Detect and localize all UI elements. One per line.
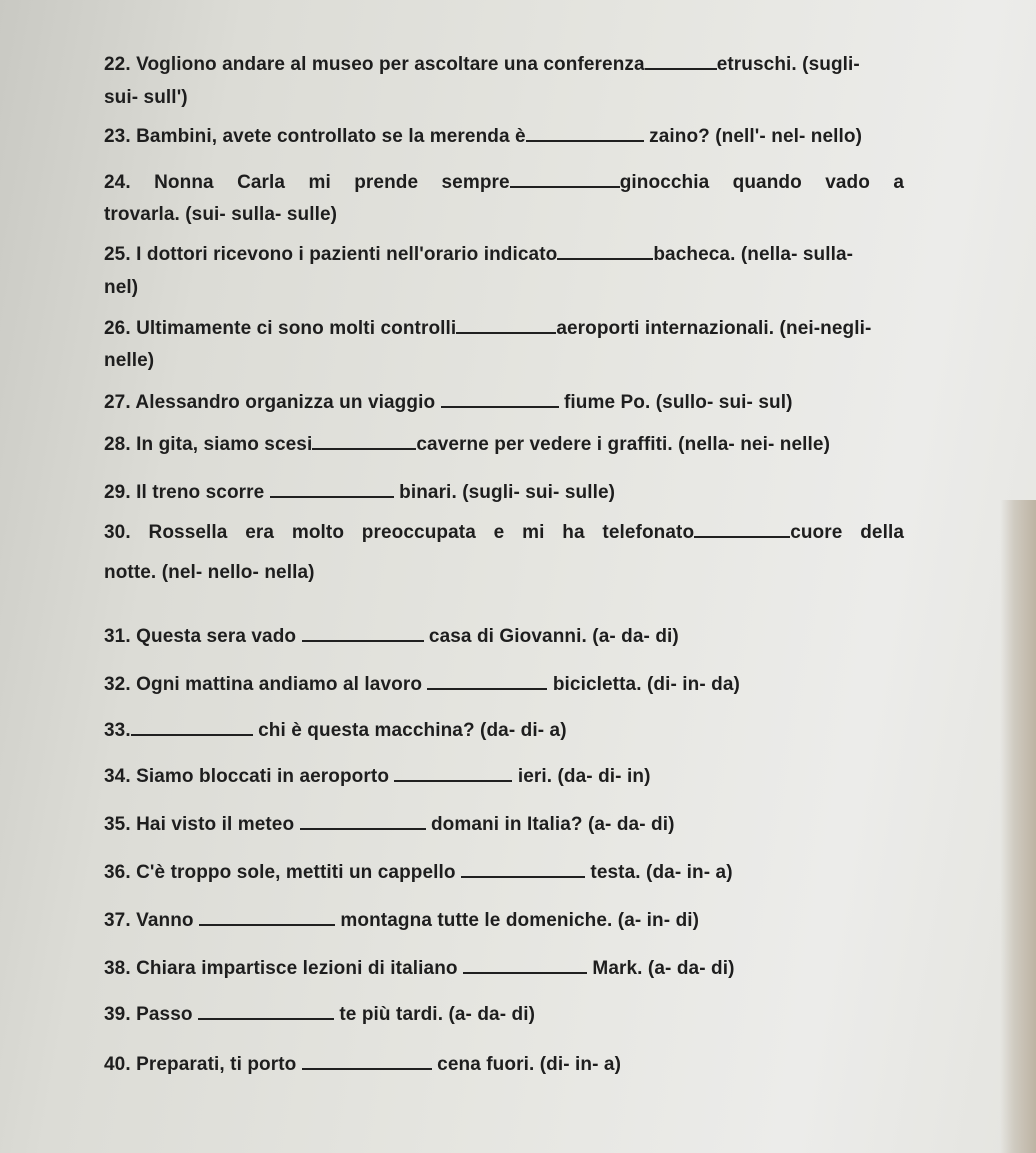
answer-blank-27[interactable] [441,390,559,408]
exercise-30-cont: notte. (nel- nello- nella) [104,562,315,583]
answer-blank-26[interactable] [456,316,556,334]
exercise-22-cont: sui- sull') [104,87,188,108]
exercise-33: 33. chi è questa macchina? (da- di- a) [104,720,567,741]
exercise-22: 22. Vogliono andare al museo per ascoltare una conferenza etruschi. (sugli- [104,54,860,75]
answer-blank-32[interactable] [427,672,547,690]
exercise-27: 27. Alessandro organizza un viaggio fiume Po. (sullo- sui- sul) [104,392,793,413]
exercise-40: 40. Preparati, ti porto cena fuori. (di- in- a) [104,1054,622,1075]
exercise-31: 31. Questa sera vado casa di Giovanni. (a- da- di) [104,626,679,647]
exercise-35: 35. Hai visto il meteo domani in Italia? (a- da- di) [104,814,675,835]
answer-blank-29[interactable] [270,480,394,498]
exercise-36: 36. C'è troppo sole, mettiti un cappello testa. (da- in- a) [104,862,733,883]
answer-blank-28[interactable] [312,432,416,450]
page-edge-shadow [1000,500,1036,1153]
answer-blank-23[interactable] [526,124,644,142]
exercise-38: 38. Chiara impartisce lezioni di italiano Mark. (a- da- di) [104,958,735,979]
answer-blank-24[interactable] [510,170,620,188]
answer-blank-35[interactable] [300,812,426,830]
exercise-34: 34. Siamo bloccati in aeroporto ieri. (da- di- in) [104,766,651,787]
exercise-39: 39. Passo te più tardi. (a- da- di) [104,1004,536,1025]
answer-blank-34[interactable] [394,764,512,782]
answer-blank-39[interactable] [198,1002,334,1020]
exercise-23: 23. Bambini, avete controllato se la merenda è zaino? (nell'- nel- nello) [104,126,863,147]
exercise-25: 25. I dottori ricevono i pazienti nell'orario indicato bacheca. (nella- sulla- [104,244,854,265]
answer-blank-40[interactable] [302,1052,432,1070]
exercise-25-cont: nel) [104,277,139,298]
answer-blank-36[interactable] [461,860,585,878]
exercise-37: 37. Vanno montagna tutte le domeniche. (a- in- di) [104,910,700,931]
exercise-26: 26. Ultimamente ci sono molti controlli aeroporti internazionali. (nei-negli- [104,318,872,339]
answer-blank-33[interactable] [131,718,253,736]
answer-blank-25[interactable] [557,242,653,260]
exercise-32: 32. Ogni mattina andiamo al lavoro bicicletta. (di- in- da) [104,674,740,695]
answer-blank-22[interactable] [645,52,717,70]
answer-blank-30[interactable] [694,520,790,538]
exercise-26-cont: nelle) [104,350,155,371]
answer-blank-38[interactable] [463,956,587,974]
exercise-24: 24. Nonna Carla mi prende sempre ginocchia quando vado a [104,172,904,193]
exercise-24-cont: trovarla. (sui- sulla- sulle) [104,204,338,225]
exercise-28: 28. In gita, siamo scesi caverne per vedere i graffiti. (nella- nei- nelle) [104,434,830,455]
exercise-30: 30. Rossella era molto preoccupata e mi ha telefonato cuore della [104,522,904,543]
answer-blank-31[interactable] [302,624,424,642]
answer-blank-37[interactable] [199,908,335,926]
exercise-29: 29. Il treno scorre binari. (sugli- sui- sulle) [104,482,616,503]
